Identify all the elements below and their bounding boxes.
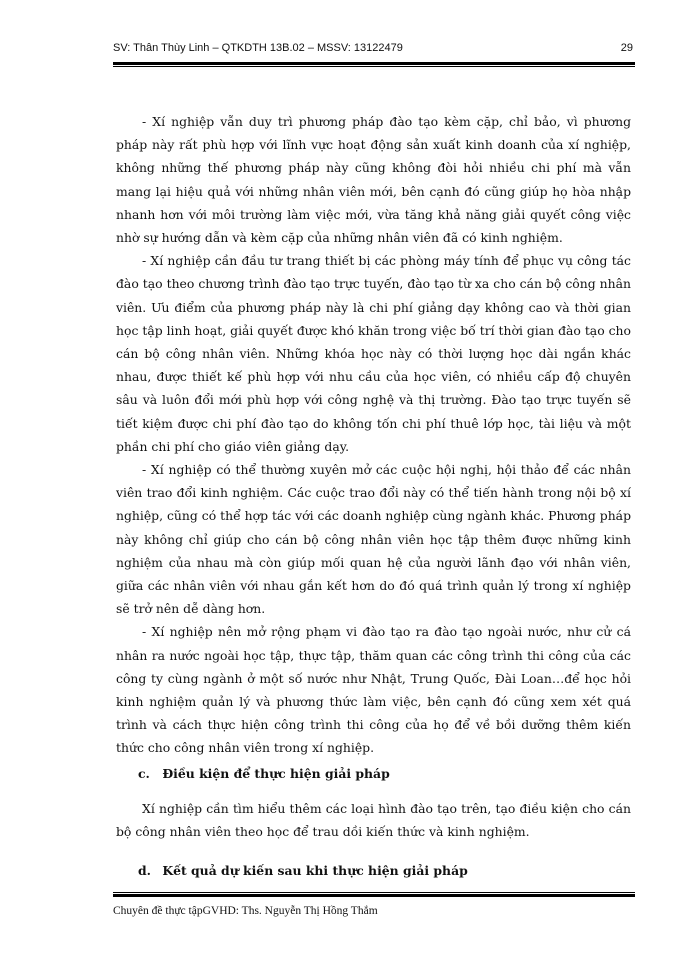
section-c-heading xyxy=(138,762,631,785)
section-c-title: Điều kiện để thực hiện giải pháp xyxy=(162,765,390,781)
footer-rule xyxy=(113,894,635,897)
paragraph-4: - Xí nghiệp nên mở rộng phạm vi đào tạo ra đào tạo ngoài nước, như cử cá nhân ra nước ngoài học tập, thực tập, thăm quan các công trình thi công của các công ty cùng ngành ở một số nước như Nhật, Trung Quốc, Đài Loan…để học hỏi kinh nghiệm quản lý và phương thức làm việc, bên cạnh đó cũng xem xét quá trình và cách thực hiện công trình thi công của họ để về bồi dưỡng thêm kiến thức cho công nhân viên trong xí nghiệp. xyxy=(116,624,631,756)
header-student-info: SV: Thân Thùy Linh – QTKDTH 13B.02 – MSSV: 13122479 xyxy=(113,42,403,54)
header-rule-thin xyxy=(113,66,635,67)
section-c-paragraph: Xí nghiệp cần tìm hiểu thêm các loại hình đào tạo trên, tạo điều kiện cho cán bộ công nhân viên theo học để trau dồi kiến thức và kinh nghiệm. xyxy=(116,800,631,840)
section-d-label: d. xyxy=(138,863,151,879)
page-footer: Chuyên đề thực tậpGVHD: Ths. Nguyễn Thị Hồng Thắm xyxy=(113,905,378,917)
footer-rule-thin xyxy=(113,892,635,893)
page-header xyxy=(113,40,633,60)
paragraph-2: - Xí nghiệp cần đầu tư trang thiết bị các phòng máy tính để phục vụ công tác đào tạo theo chương trình đào tạo trực tuyến, đào tạo từ xa cho cán bộ công nhân viên. Ưu điểm của phương pháp này là chi phí giảng dạy không cao và thời gian học tập linh hoạt, giải quyết được khó khăn trong việc bố trí thời gian đào tạo cho cán bộ công nhân viên. Những khóa học này có thời lượng học dài ngắn khác nhau, được thiết kế phù hợp với nhu cầu của học viên, có nhiều cấp độ chuyên sâu và luôn đổi mới phù hợp với công nghệ và thị trường. Đào tạo trực tuyến sẽ tiết kiệm được chi phí đào tạo do không tốn chi phí thuê lớp học, tài liệu và một phần chi phí cho giáo viên giảng dạy. xyxy=(116,253,631,454)
paragraph-3: - Xí nghiệp có thể thường xuyên mở các cuộc hội nghị, hội thảo để các nhân viên trao đổi kinh nghiệm. Các cuộc trao đổi này có thể tiến hành trong nội bộ xí nghiệp, cũng có thể hợp tác với các doanh nghiệp cùng ngành khác. Phương pháp này không chỉ giúp cho cán bộ công nhân viên học tập thêm được những kinh nghiệm của nhau mà còn giúp mối quan hệ của người lãnh đạo với nhân viên, giữa các nhân viên với nhau gắn kết hơn do đó quá trình quản lý trong xí nghiệp sẽ trở nên dễ dàng hơn. xyxy=(116,462,631,617)
section-d-heading xyxy=(138,859,631,882)
header-rule xyxy=(113,62,635,65)
section-c-label: c. xyxy=(138,765,150,781)
page-number: 29 xyxy=(620,42,633,54)
document-body xyxy=(116,110,631,895)
section-d-title: Kết quả dự kiến sau khi thực hiện giải pháp xyxy=(162,863,468,879)
paragraph-1: - Xí nghiệp vẫn duy trì phương pháp đào tạo kèm cặp, chỉ bảo, vì phương pháp này rất phù hợp với lĩnh vực hoạt động sản xuất kinh doanh của xí nghiệp, không những thế phương pháp này cũng không đòi hỏi nhiều chi phí mà vẫn mang lại hiệu quả với những nhân viên mới, bên cạnh đó cũng giúp họ hòa nhập nhanh hơn với môi trường làm việc mới, vừa tăng khả năng giải quyết công việc nhờ sự hướng dẫn và kèm cặp của những nhân viên đã có kinh nghiệm. xyxy=(116,114,631,246)
